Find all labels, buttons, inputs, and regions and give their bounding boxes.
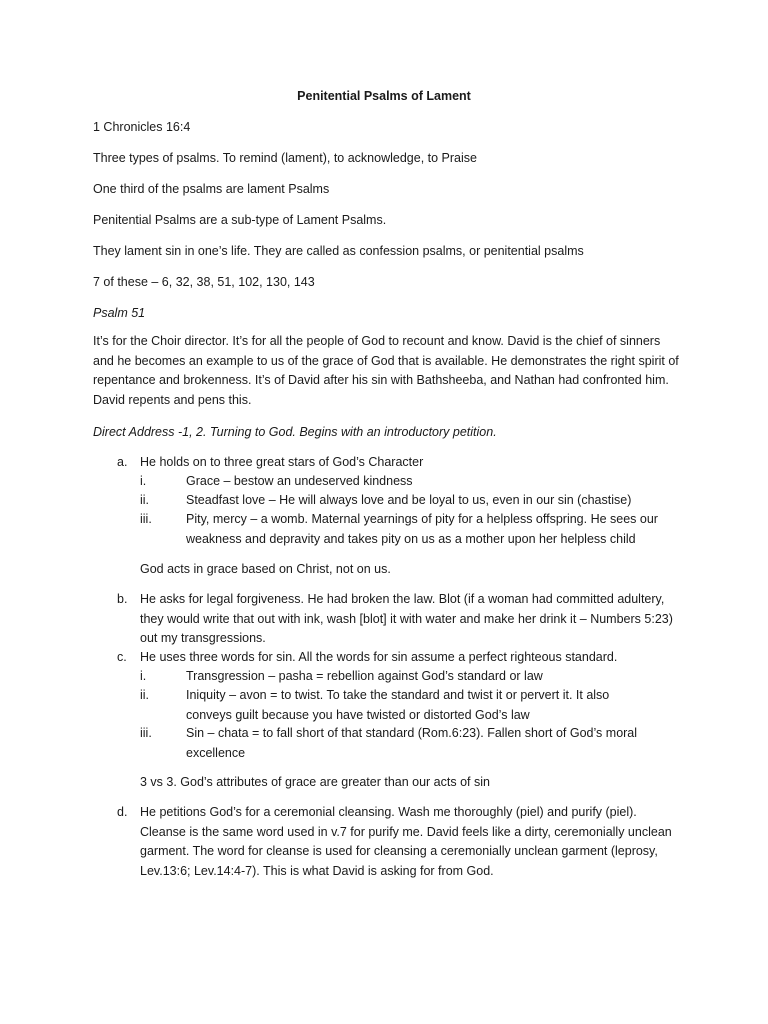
- psalm-heading: Psalm 51: [93, 306, 146, 320]
- intro-paragraph: It’s for the Choir director. It’s for all the people of God to recount and know. David is the chief of sinners and he becomes an example to us of the grace of God that is available. He demonstrates the right spirit of repentance and brokenness. It’s of David after his sin with Bathsheeba, and Nathan had confronted him. David repents and pens this.: [93, 334, 679, 407]
- list-label-d: d.: [117, 805, 128, 819]
- sublist-label-a-ii: ii.: [140, 493, 150, 507]
- attributes-note: 3 vs 3. God’s attributes of grace are greater than our acts of sin: [140, 775, 490, 789]
- sublist-item-c-ii: Iniquity – avon = to twist. To take the standard and twist it or pervert it. It also conveys guilt because you have twisted or distorted God’s law: [186, 688, 610, 722]
- grace-note: God acts in grace based on Christ, not on us.: [140, 562, 391, 576]
- list-item-c-text: He uses three words for sin. All the words for sin assume a perfect righteous standard.: [140, 650, 618, 664]
- scripture-reference: 1 Chronicles 16:4: [93, 120, 191, 134]
- sublist-item-c-iii: Sin – chata = to fall short of that standard (Rom.6:23). Fallen short of God’s moral excellence: [186, 726, 638, 760]
- sublist-item-a-i: Grace – bestow an undeserved kindness: [186, 474, 413, 488]
- sublist-item-a-ii: Steadfast love – He will always love and be loyal to us, even in our sin (chastise): [186, 493, 632, 507]
- sublist-item-c-i: Transgression – pasha = rebellion against God’s standard or law: [186, 669, 543, 683]
- list-item-d-text: He petitions God’s for a ceremonial cleansing. Wash me thoroughly (piel) and purify (piel). Cleanse is the same word used in v.7 for purify me. David feels like a dirty, ceremonially unclean garment. The word for cleanse is used for cleansing a ceremonially unclean garment (leprosy, Lev.13:6; Lev.14:4-7). This is what David is asking for from God.: [140, 805, 672, 878]
- penitential-subtype-line: Penitential Psalms are a sub-type of Lament Psalms.: [93, 213, 387, 227]
- list-item-a-text: He holds on to three great stars of God’s Character: [140, 455, 424, 469]
- sublist-item-a-iii: Pity, mercy – a womb. Maternal yearnings of pity for a helpless offspring. He sees our weakness and depravity and takes pity on us as a mother upon her helpless child: [186, 512, 658, 546]
- list-label-c: c.: [117, 650, 127, 664]
- psalm-list-line: 7 of these – 6, 32, 38, 51, 102, 130, 143: [93, 275, 315, 289]
- sublist-label-a-iii: iii.: [140, 512, 152, 526]
- sublist-label-a-i: i.: [140, 474, 147, 488]
- list-label-b: b.: [117, 592, 128, 606]
- lament-third-line: One third of the psalms are lament Psalms: [93, 182, 330, 196]
- document-title: Penitential Psalms of Lament: [297, 89, 471, 103]
- direct-address-line: Direct Address -1, 2. Turning to God. Begins with an introductory petition.: [93, 425, 497, 439]
- sublist-label-c-i: i.: [140, 669, 147, 683]
- psalm-types-line: Three types of psalms. To remind (lament), to acknowledge, to Praise: [93, 151, 477, 165]
- sublist-label-c-ii: ii.: [140, 688, 150, 702]
- list-label-a: a.: [117, 455, 128, 469]
- list-item-b-text: He asks for legal forgiveness. He had broken the law. Blot (if a woman had committed adultery, they would write that out with ink, wash [blot] it with water and make her drink it – Numbers 5:23) out my transgressions.: [140, 592, 673, 645]
- confession-psalms-line: They lament sin in one’s life. They are called as confession psalms, or penitential psalms: [93, 244, 584, 258]
- sublist-label-c-iii: iii.: [140, 726, 152, 740]
